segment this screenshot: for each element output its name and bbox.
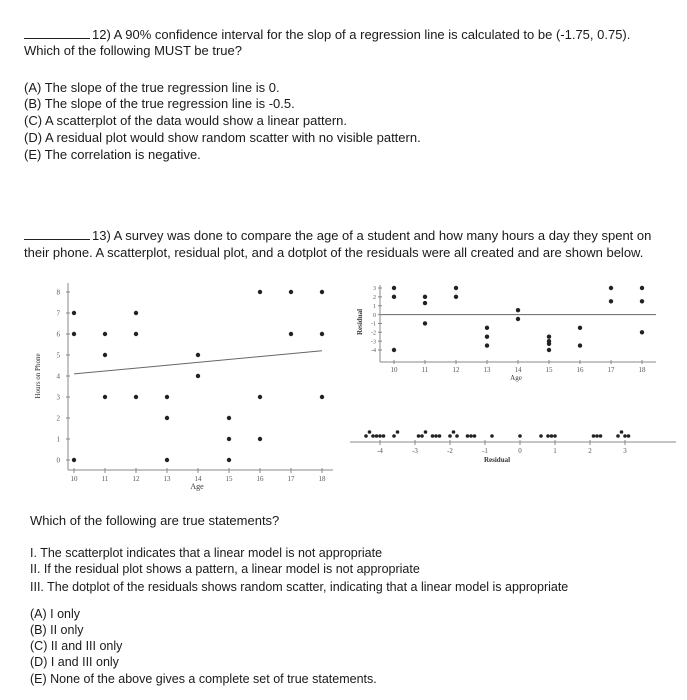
scatter-x-tick-label: 11 [101,475,109,483]
scatter-y-tick-label: 3 [56,393,60,402]
residual-point [454,286,458,290]
dotplot-point [368,430,372,434]
scatter-point [227,416,231,420]
scatter-x-tick-label: 15 [225,475,233,483]
scatter-point [258,395,262,399]
residual-y-tick-label: 0 [373,312,376,319]
residual-point [640,299,644,303]
dotplot-point [434,434,438,438]
scatter-y-tick-label: 1 [56,435,60,444]
residual-x-tick-label: 15 [545,366,553,374]
residual-x-tick-label: 14 [514,366,522,374]
residual-point [578,326,582,330]
residual-point [609,299,613,303]
q12-line2: Which of the following MUST be true? [24,43,242,58]
residual-point [423,301,427,305]
scatter-point [165,395,169,399]
residual-y-tick-label: 1 [373,303,376,310]
dotplot-point [382,434,386,438]
scatter-y-tick-label: 8 [56,288,60,297]
residual-x-tick-label: 17 [607,366,615,374]
scatter-point [196,374,200,378]
dotplot-point [553,434,557,438]
residual-x-tick-label: 18 [638,366,646,374]
q12-choice-c: (C) A scatterplot of the data would show a linear pattern. [24,113,348,128]
dotplot-point [466,434,470,438]
residual-point [547,348,551,352]
scatter-point [134,311,138,315]
residual-point [516,317,520,321]
residual-point [423,295,427,299]
scatter-point [165,416,169,420]
scatter-y-tick-label: 0 [56,456,60,465]
residual-dotplot [350,430,676,464]
residual-x-tick-label: 10 [390,366,398,374]
dotplot-point [375,434,379,438]
scatter-point [196,353,200,357]
q13-text: 13) A survey was done to compare the age of a student and how many hours a day they spent on [92,228,652,243]
dotplot-point [550,434,554,438]
dotplot-x-tick-label: 0 [518,447,522,455]
q13-statement-1: I. The scatterplot indicates that a linear model is not appropriate [30,546,383,560]
dotplot-point [452,430,456,434]
dotplot-point [616,434,620,438]
dotplot-point [438,434,442,438]
dotplot-point [371,434,375,438]
dotplot-point [392,434,396,438]
dotplot-point [420,434,424,438]
dotplot-x-tick-label: -4 [377,447,383,455]
dotplot-point [539,434,543,438]
scatter-point [289,332,293,336]
scatter-point [72,458,76,462]
residual-point [547,339,551,343]
scatter-point [320,332,324,336]
scatter-point [103,353,107,357]
residual-point [485,343,489,347]
scatter-point [258,290,262,294]
q13-choice-d: (D) I and III only [30,655,119,669]
scatter-point [227,458,231,462]
residual-x-tick-label: 13 [483,366,491,374]
q13-statement-3: III. The dotplot of the residuals shows random scatter, indicating that a linear model is appropriate [30,580,569,594]
dotplot-x-tick-label: -2 [447,447,453,455]
residual-point [392,286,396,290]
dotplot-point [627,434,631,438]
residual-x-tick-label: 16 [576,366,584,374]
scatter-x-axis-label: Age [190,482,204,491]
scatter-y-tick-label: 6 [56,330,60,339]
scatter-y-tick-label: 7 [56,309,60,318]
residual-y-tick-label: 2 [373,295,376,302]
q13-choice-e: (E) None of the above gives a complete set of true statements. [30,672,377,686]
scatter-point [289,290,293,294]
residual-y-tick-label: 3 [373,286,376,293]
dotplot-point [448,434,452,438]
residual-x-tick-label: 12 [452,366,460,374]
residual-y-axis-label: Residual [356,308,364,336]
residual-y-tick-label: -2 [371,330,376,337]
dotplot-x-tick-label: 2 [588,447,592,455]
dotplot-point [417,434,421,438]
scatter-x-tick-label: 12 [132,475,140,483]
residual-point [423,321,427,325]
dotplot-point [396,430,400,434]
residual-point [640,286,644,290]
q12-choice-e: (E) The correlation is negative. [24,147,201,162]
residual-y-tick-label: -1 [371,321,376,328]
dotplot-point [455,434,459,438]
residual-y-tick-label: -4 [371,348,376,355]
q12-choice-a: (A) The slope of the true regression line is 0. [24,80,280,95]
residual-plot [356,285,656,382]
scatter-point [134,395,138,399]
q13-line2: their phone. A scatterplot, residual plot, and a dotplot of the residuals were all created and are shown below. [24,245,644,260]
residual-point [392,348,396,352]
scatter-y-tick-label: 5 [56,351,60,360]
q12-choice-b: (B) The slope of the true regression line is -0.5. [24,96,295,111]
q13-choice-a: (A) I only [30,607,81,621]
residual-x-axis-label: Age [510,374,522,382]
dotplot-point [469,434,473,438]
dotplot-point [518,434,522,438]
scatter-point [103,332,107,336]
dotplot-x-tick-label: -3 [412,447,418,455]
residual-x-tick-label: 11 [421,366,429,374]
residual-point [454,295,458,299]
residual-point [516,308,520,312]
scatter-x-tick-label: 10 [70,475,78,483]
scatter-x-tick-label: 13 [163,475,171,483]
residual-point [578,343,582,347]
q13-choice-b: (B) II only [30,623,84,637]
q13-statement-2: II. If the residual plot shows a pattern, a linear model is not appropriate [30,562,420,576]
scatter-point [103,395,107,399]
scatter-x-tick-label: 18 [318,475,326,483]
dotplot-point [595,434,599,438]
q12-choice-d: (D) A residual plot would show random scatter with no visible pattern. [24,130,421,145]
q12-text: 12) A 90% confidence interval for the slop of a regression line is calculated to be (-1.75, 0.75). [92,27,631,42]
dotplot-point [431,434,435,438]
dotplot-x-tick-label: 1 [553,447,557,455]
residual-point [547,335,551,339]
scatter-point [320,395,324,399]
dotplot-point [378,434,382,438]
scatter-x-tick-label: 16 [256,475,264,483]
dotplot-x-tick-label: 3 [623,447,627,455]
dotplot-point [424,430,428,434]
scatter-x-tick-label: 17 [287,475,295,483]
residual-point [609,286,613,290]
scatter-point [227,437,231,441]
scatter-y-axis-label: Hours on Phone [34,353,42,399]
scatter-point [134,332,138,336]
scatter-point [72,311,76,315]
dotplot-point [599,434,603,438]
residual-point [392,295,396,299]
residual-point [485,326,489,330]
scatter-point [72,332,76,336]
dotplot-point [620,430,624,434]
residual-point [485,335,489,339]
dotplot-point [546,434,550,438]
scatter-point [165,458,169,462]
scatter-y-tick-label: 2 [56,414,60,423]
scatterplot [34,283,333,491]
scatter-y-tick-label: 4 [56,372,60,381]
dotplot-point [592,434,596,438]
dotplot-x-tick-label: -1 [482,447,488,455]
scatter-x-tick-label: 14 [194,475,202,483]
q13-choice-c: (C) II and III only [30,639,123,653]
residual-y-tick-label: -3 [371,339,376,346]
dotplot-point [473,434,477,438]
dotplot-x-axis-label: Residual [483,456,511,464]
scatter-point [258,437,262,441]
dotplot-point [490,434,494,438]
dotplot-point [364,434,368,438]
q13-prompt: Which of the following are true statements? [30,513,280,528]
residual-point [640,330,644,334]
dotplot-point [623,434,627,438]
scatter-point [320,290,324,294]
